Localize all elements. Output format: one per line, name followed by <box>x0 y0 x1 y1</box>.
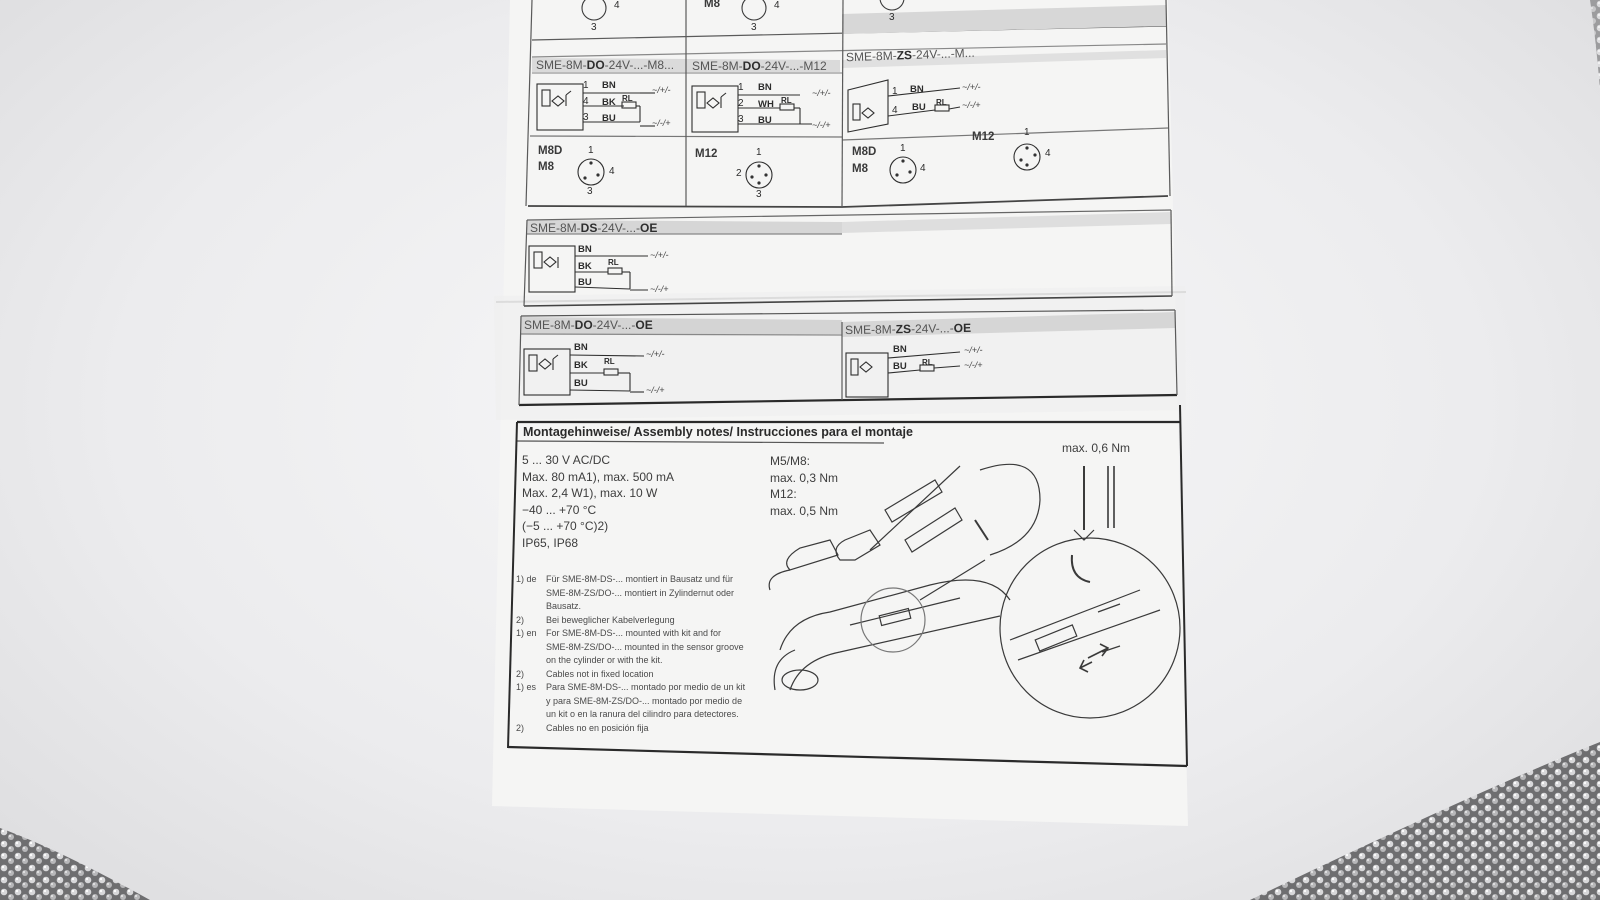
pole-plus-minus-label-b: ~/+/- <box>812 88 831 98</box>
face-pin-2-b: 2 <box>736 168 742 179</box>
pole-plus-minus-label-c: ~/+/- <box>962 82 981 92</box>
wire-bu-label-b: BU <box>758 115 772 126</box>
pin-2-label-b: 2 <box>738 98 744 109</box>
pole-minus-plus-label-b: ~/-/+ <box>812 120 831 130</box>
footnote-line: un kit o en la ranura del cilindro para detectores. <box>546 709 739 719</box>
header-zs-m: SME-8M-ZS-24V-...-M... <box>845 45 975 65</box>
footnote-line: Bausatz. <box>546 601 582 611</box>
spec-temperature-moving: (−5 ... +70 °C)2) <box>522 519 609 534</box>
footnote-line: 2) Cables not in fixed location <box>516 668 654 679</box>
footnote-line: 2) Cables no en posición fija <box>516 722 649 733</box>
connector-m8d-label-c: M8D <box>852 146 877 158</box>
header-do-m8: SME-8M-DO-24V-...-M8... <box>536 58 675 72</box>
wire-bn-label-zs: BN <box>893 344 907 355</box>
torque-specs <box>770 453 838 519</box>
face-pin-4-c: 4 <box>920 163 926 174</box>
face-pin-1-c2: 1 <box>1024 127 1030 138</box>
header-ds-oe: SME-8M-DS-24V-...-OE <box>530 221 658 235</box>
pole-minus-plus-label-ds: ~/-/+ <box>650 284 669 294</box>
footnote-line: 2) Bei beweglicher Kabelverlegung <box>516 614 675 625</box>
connector-m12-label-c: M12 <box>972 131 995 143</box>
torque-m5-m8-value: max. 0,3 Nm <box>770 470 839 485</box>
pin-3-top-mid: 3 <box>751 22 757 33</box>
wire-bn-label-c: BN <box>910 84 924 95</box>
face-pin-1: 1 <box>588 145 594 156</box>
pole-minus-plus-label-c: ~/-/+ <box>962 100 981 110</box>
pole-plus-minus-label-zs: ~/+/- <box>964 345 983 355</box>
pole-minus-plus-label: ~/-/+ <box>652 118 671 128</box>
torque-max-label: max. 0,6 Nm <box>1062 441 1131 455</box>
wire-wh-label: WH <box>758 99 774 110</box>
electrical-specs <box>522 452 674 552</box>
spec-current: Max. 80 mA1), max. 500 mA <box>522 469 675 484</box>
wire-bu-label-c: BU <box>912 102 926 113</box>
footnotes <box>516 573 745 735</box>
pole-minus-plus-label-do: ~/-/+ <box>646 385 665 395</box>
face-pin-4-c2: 4 <box>1045 148 1051 159</box>
footnote-line: 1) en For SME-8M-DS-... mounted with kit and for <box>516 628 722 638</box>
resistor-rl-label: RL <box>622 94 633 103</box>
pole-plus-minus-label-ds: ~/+/- <box>650 250 669 260</box>
torque-m12-value: max. 0,5 Nm <box>770 503 839 518</box>
pin-4-label-c: 4 <box>892 105 898 116</box>
torque-m5-m8-label: M5/M8: <box>770 454 811 468</box>
resistor-rl-label-do: RL <box>604 357 615 366</box>
pole-plus-minus-label-do: ~/+/- <box>646 349 665 359</box>
footnote-line: SME-8M-ZS/DO-... mounted in the sensor groove <box>546 641 744 652</box>
pin-3-label: 3 <box>583 112 589 123</box>
resistor-rl-label-zs: RL <box>922 358 933 367</box>
face-pin-1-c: 1 <box>900 143 906 154</box>
connector-m8-label: M8 <box>538 161 554 173</box>
connector-label-m8-top: M8 <box>704 0 720 10</box>
wire-bn-label-b: BN <box>758 82 772 93</box>
pole-plus-minus-label: ~/+/- <box>652 85 671 95</box>
connector-m8d-label: M8D <box>538 145 563 157</box>
pin-3-label-b: 3 <box>738 114 744 125</box>
footnote-line: y para SME-8M-ZS/DO-... montado por medio de <box>546 695 743 706</box>
wire-bu-label-zs: BU <box>893 361 907 372</box>
footnote-line: 1) es Para SME-8M-DS-... montado por medio de un kit <box>516 682 746 692</box>
spec-protection: IP65, IP68 <box>522 535 579 550</box>
assembly-notes-title: Montagehinweise/ Assembly notes/ Instrucciones para el montaje <box>523 425 913 439</box>
face-pin-1-b: 1 <box>756 147 762 158</box>
pin-1-label: 1 <box>583 80 589 91</box>
face-pin-3: 3 <box>587 186 593 197</box>
footnote-line: SME-8M-ZS/DO-... montiert in Zylindernut oder <box>546 587 735 598</box>
wire-bu-label: BU <box>602 113 616 124</box>
torque-m12-label: M12: <box>770 487 797 501</box>
pin-3-top-right: 3 <box>889 12 895 23</box>
wire-bu-label-do: BU <box>574 378 588 389</box>
wire-bn-label-ds: BN <box>578 244 592 255</box>
pin-1-label-c: 1 <box>892 86 898 97</box>
pin-4-top-left: 4 <box>614 0 620 11</box>
pin-3-top-left: 3 <box>591 22 597 33</box>
pin-1-label-b: 1 <box>738 82 744 93</box>
resistor-rl-label-ds: RL <box>608 258 619 267</box>
spec-temperature: −40 ... +70 °C <box>522 502 597 517</box>
face-pin-3-b: 3 <box>756 189 762 200</box>
wire-bk-label-do: BK <box>574 360 588 371</box>
header-zs-oe: SME-8M-ZS-24V-...-OE <box>844 320 972 338</box>
header-do-m12: SME-8M-DO-24V-...-M12 <box>692 59 827 73</box>
header-do-oe: SME-8M-DO-24V-...-OE <box>524 318 653 332</box>
spec-power: Max. 2,4 W1), max. 10 W <box>522 486 658 501</box>
resistor-rl-label-c: RL <box>936 98 947 107</box>
pin-4-label: 4 <box>583 96 589 107</box>
spec-voltage: 5 ... 30 V AC/DC <box>522 453 611 467</box>
wire-bu-label-ds: BU <box>578 277 592 288</box>
wire-bk-label: BK <box>602 97 616 108</box>
resistor-rl-label-b: RL <box>781 96 792 105</box>
footnote-line: on the cylinder or with the kit. <box>546 655 663 665</box>
pin-4-top-mid: 4 <box>774 0 780 11</box>
connector-m12-label: M12 <box>695 148 718 160</box>
wire-bk-label-ds: BK <box>578 261 592 272</box>
footnote-line: 1) de Für SME-8M-DS-... montiert in Bausatz und für <box>516 574 734 584</box>
wire-bn-label-do: BN <box>574 342 588 353</box>
wire-bn-label: BN <box>602 80 616 91</box>
pole-minus-plus-label-zs: ~/-/+ <box>964 360 983 370</box>
connector-m8-label-c: M8 <box>852 163 868 175</box>
face-pin-4: 4 <box>609 166 615 177</box>
